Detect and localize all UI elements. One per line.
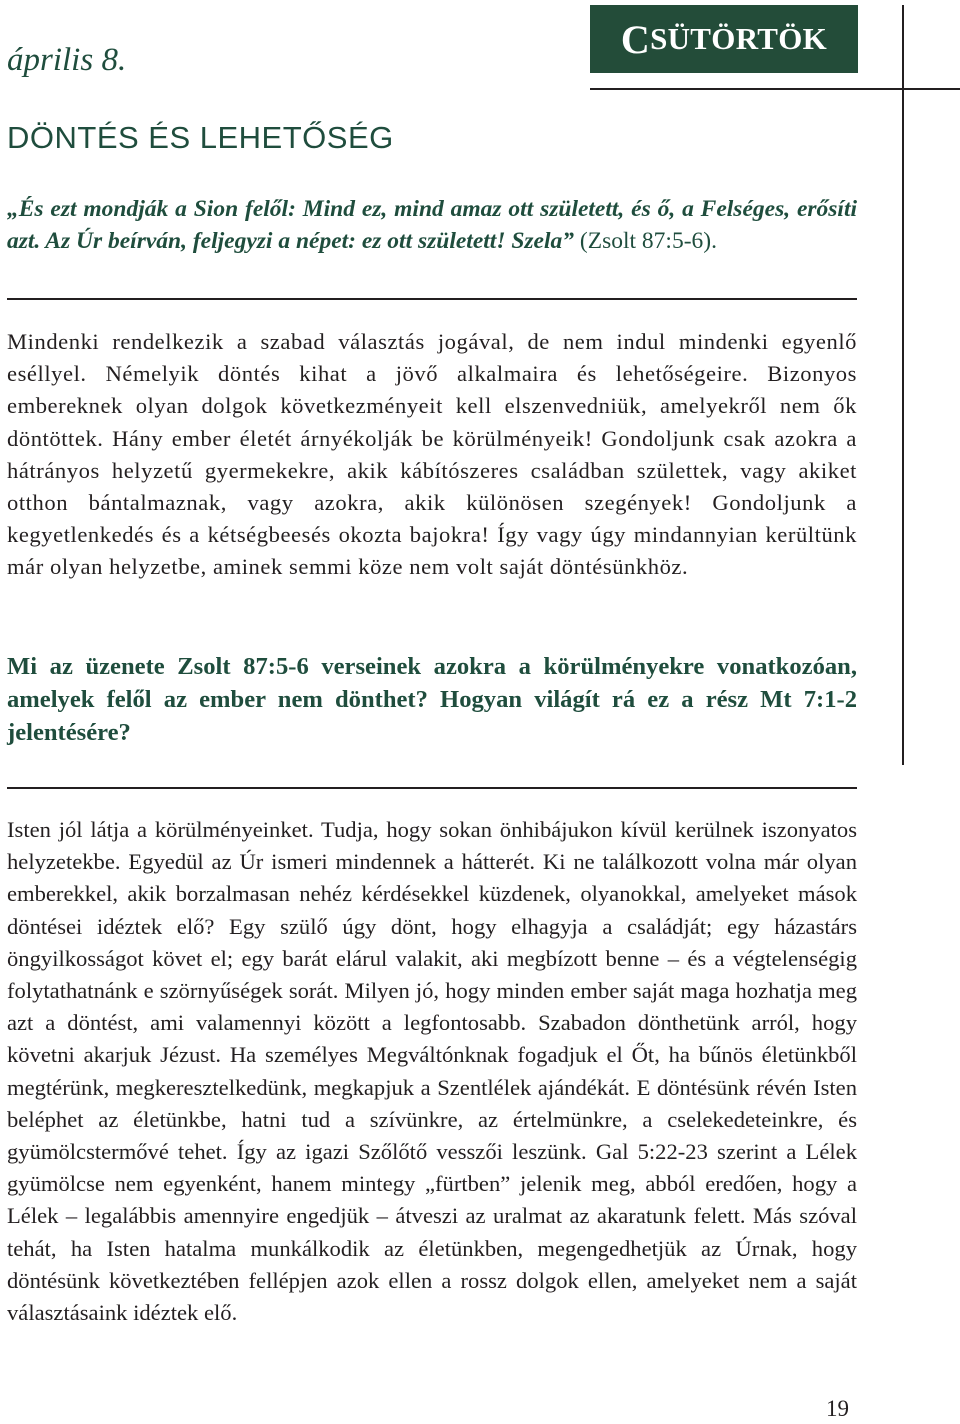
memory-verse-reference: (Zsolt 87:5-6).	[574, 228, 717, 254]
memory-verse-text: „És ezt mondják a Sion felől: Mind ez, mind amaz ott született, és ő, a Felséges, erősíti azt. Az Úr beírván, feljegyzi a népet: ez ott született! Szela”	[7, 196, 857, 254]
date-label: április 8.	[7, 42, 127, 78]
day-heading	[590, 5, 858, 73]
page-number: 19	[826, 1396, 849, 1421]
section-divider-top	[7, 298, 857, 300]
section-divider-bottom	[7, 787, 857, 789]
header-rule	[590, 88, 960, 90]
intro-paragraph: Mindenki rendelkezik a szabad választás jogával, de nem indul mindenki egyenlő eséllyel. Némelyik döntés kihat a jövő alkalmaira és lehetőségeire. Bizonyos embereknek olyan dolgok következményeit kell elszenvedniük, amelyekről nem ők döntöttek. Hány ember életét árnyékolják be körülményeik! Gondoljunk csak azokra a hátrányos helyzetű gyermekekre, akik kábítószeres családban születtek, vagy akiket otthon bántalmaznak, vagy azokra, akik különösen szegények! Gondoljunk a kegyetlenkedés és a kétségbeesés okozta bajokra! Így vagy úgy mindannyian kerültünk már olyan helyzetbe, aminek semmi köze nem volt saját döntésünkhöz.	[7, 329, 857, 580]
lesson-title: DÖNTÉS ÉS LEHETŐSÉG	[7, 120, 394, 155]
body-paragraph: Isten jól látja a körülményeinket. Tudja, hogy sokan önhibájukon kívül kerülnek iszonyatos helyzetekbe. Egyedül az Úr ismeri mindennek a hátterét. Ki ne találkozott volna már olyan emberekkel, akik borzalmasan nehéz kérdésekkel küzdenek, olyanokkal, amelyeket mások döntései idéztek elő? Egy szülő úgy dönt, hogy elhagyja a családját; egy házastárs öngyilkosságot követ el; egy barát elárul valakit, aki megbízott benne – és a végtelenségig folytathatnánk e szörnyűségek sorát. Milyen jó, hogy minden ember saját maga hozhatja meg azt a döntést, ami valamennyi között a legfontosabb. Szabadon dönthetünk arról, hogy követni akarjuk Jézust. Ha személyes Megváltónknak fogadjuk el Őt, ha bűnös életünkből megtérünk, megkeresztelkedünk, megkapjuk a Szentlélek ajándékát. E döntésünk révén Isten beléphet az életünkbe, hatni tud a szívünkre, az értelmünkre, a cselekedeteinkre, és gyümölcstermővé tehet. Így az igazi Szőlőtő vesszői leszünk. Gal 5:22-23 szerint a Lélek gyümölcse nem egyenként, hanem mintegy „fürtben” jelenik meg, abból eredően, hogy a Lélek – legalábbis amennyire engedjük – átveszi az uralmat az akaratunk felett. Más szóval tehát, ha Isten hatalma munkálkodik az életünkben, megengedhetjük az Úrnak, hogy döntésünk következtében fellépjen azok ellen a rossz dolgok ellen, amelyeket nem a saját választásaink idéztek elő.	[7, 817, 857, 1326]
day-heading-rest: SÜTÖRTÖK	[650, 21, 828, 56]
day-heading-initial: C	[620, 16, 651, 62]
memory-verse	[7, 193, 857, 257]
margin-vertical-rule	[902, 5, 904, 765]
study-question: Mi az üzenete Zsolt 87:5-6 verseinek azokra a körülményekre vonatkozóan, amelyek felől az ember nem dönthet? Hogyan világít rá ez a rész Mt 7:1-2 jelentésére?	[7, 653, 857, 746]
